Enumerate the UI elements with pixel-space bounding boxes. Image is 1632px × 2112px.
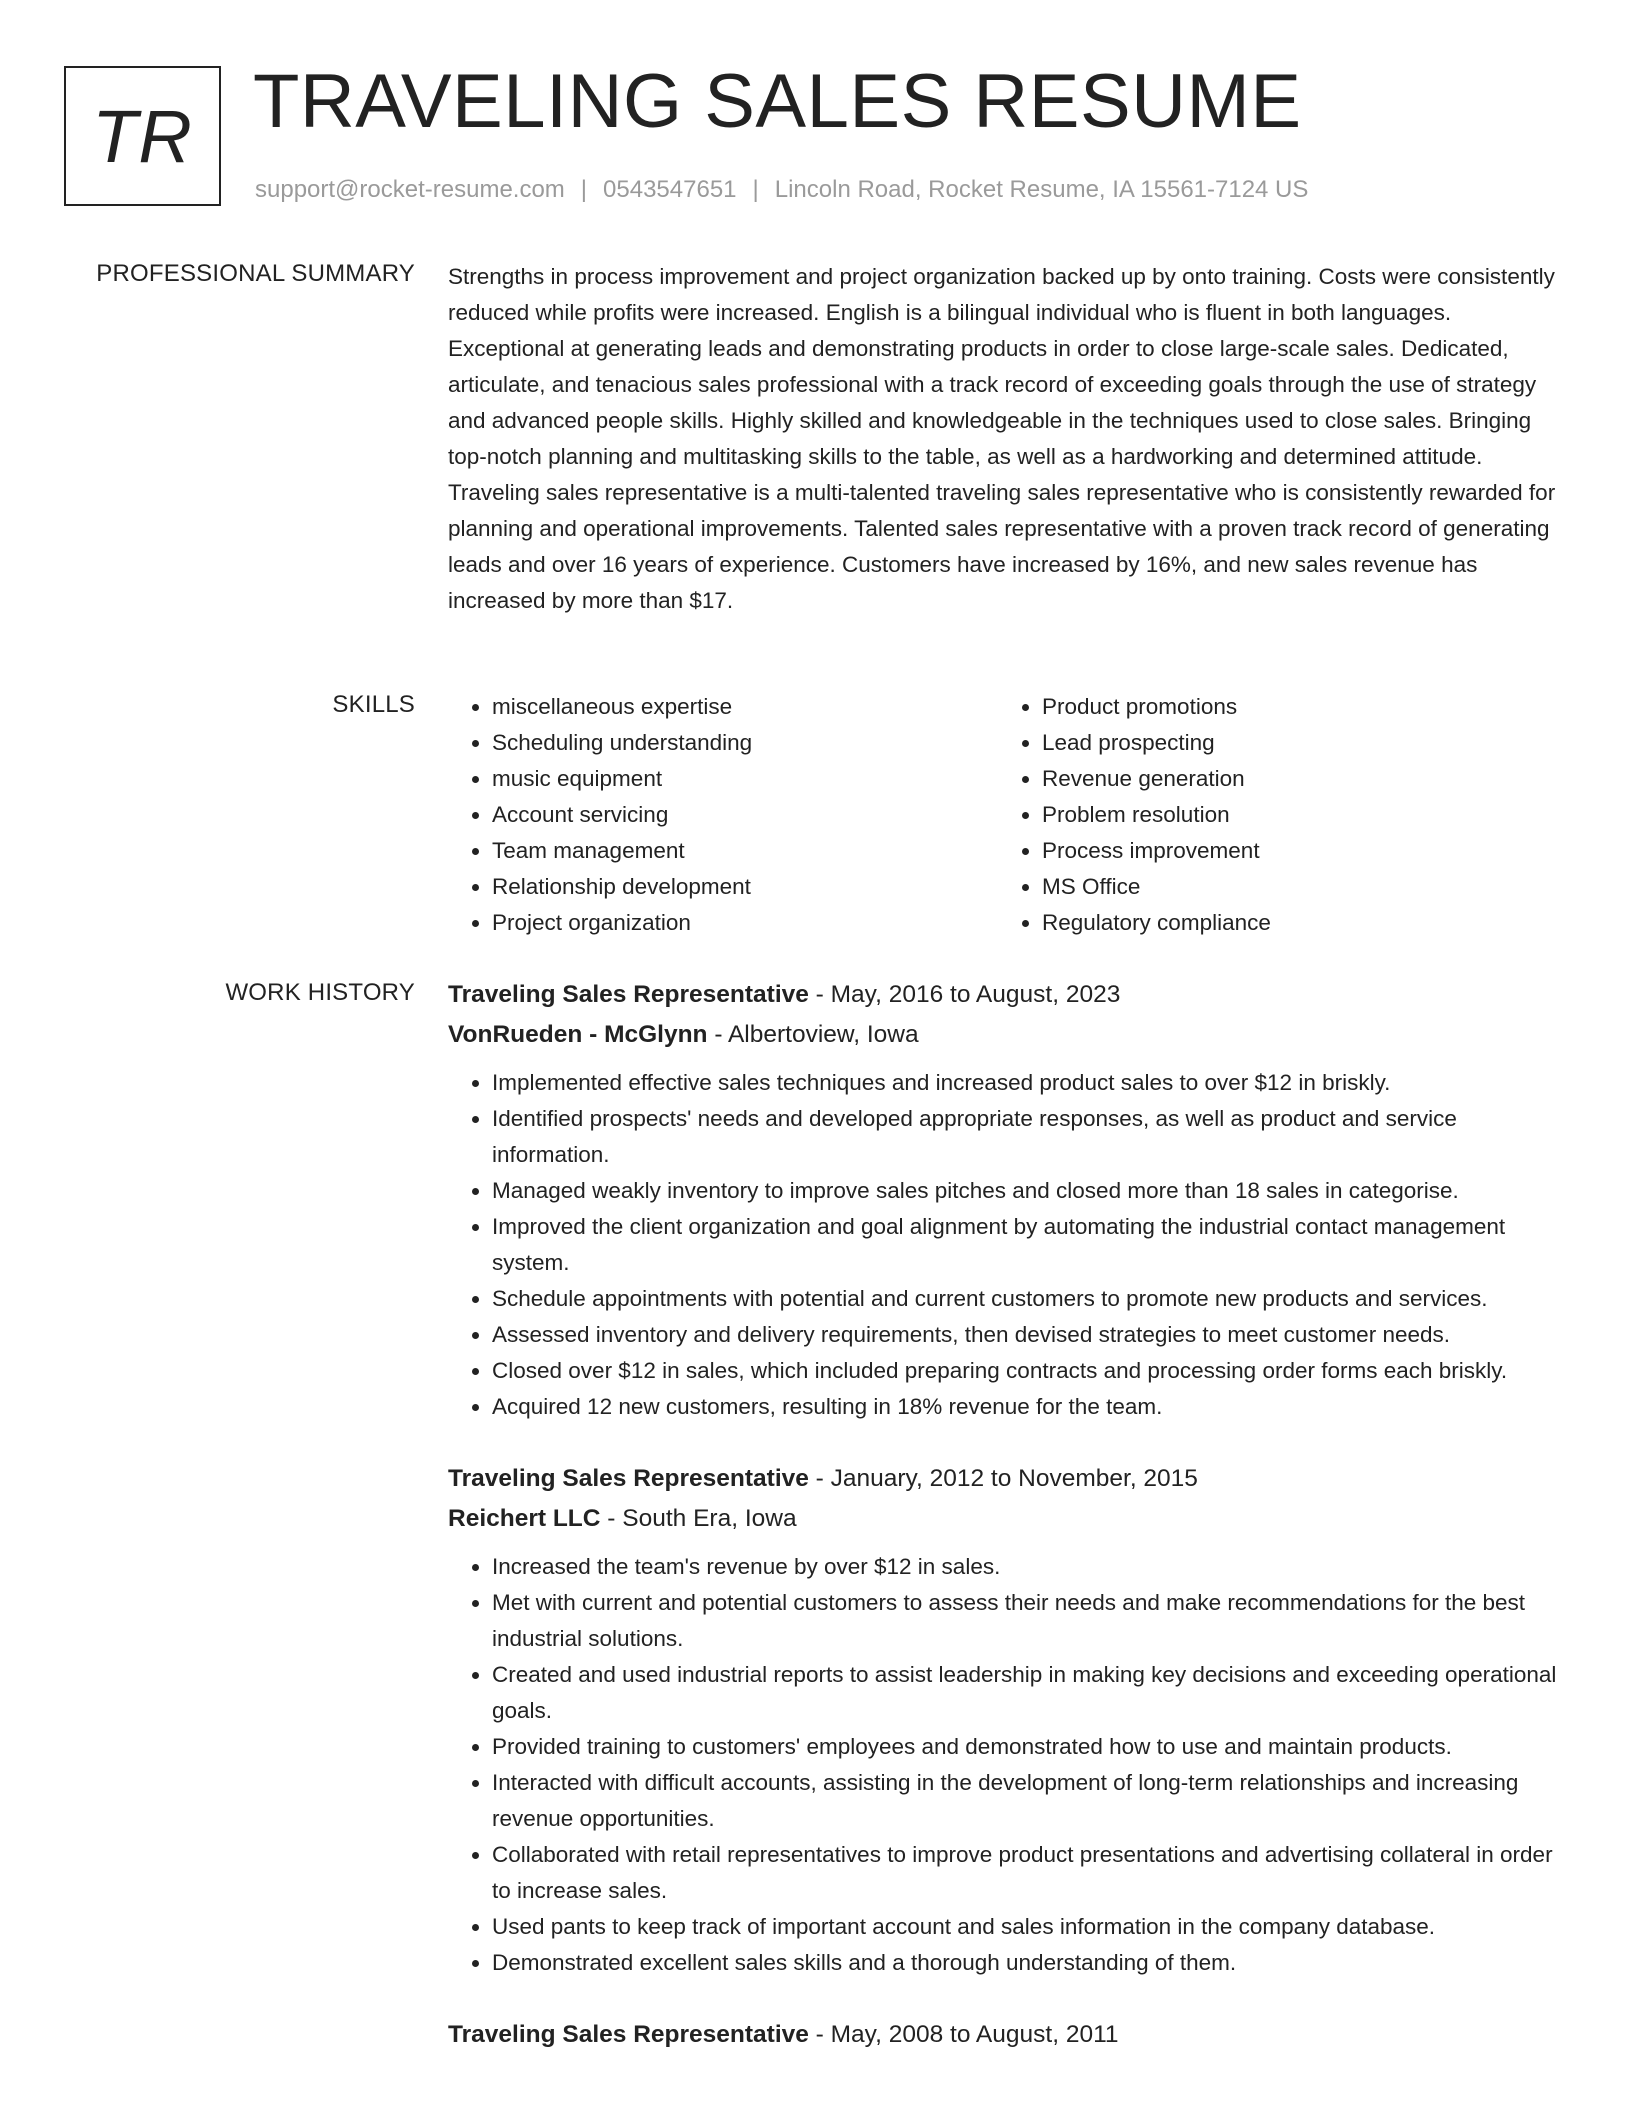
work-history-section-label: WORK HISTORY — [225, 979, 415, 1006]
job-bullet: • Assessed inventory and delivery requirements, then devised strategies to meet customer needs. — [492, 1317, 1568, 1353]
job-title-line — [448, 2015, 1568, 2055]
skill-item: • Regulatory compliance — [1042, 905, 1548, 941]
job-bullet: • Increased the team's revenue by over $12 in sales. — [492, 1549, 1568, 1585]
job-bullet: • Closed over $12 in sales, which included preparing contracts and processing order forms each briskly. — [492, 1353, 1568, 1389]
job-bullet: • Interacted with difficult accounts, assisting in the development of long-term relationships and increasing revenue opportunities. — [492, 1765, 1568, 1837]
job-title: Traveling Sales Representative — [448, 1465, 809, 1492]
job-bullet: • Implemented effective sales techniques and increased product sales to over $12 in briskly. — [492, 1065, 1568, 1101]
job-entry — [448, 2015, 1568, 2055]
summary-section — [448, 259, 1568, 619]
job-dates: - May, 2008 to August, 2011 — [808, 2021, 1119, 2048]
skill-item: • Lead prospecting — [1042, 725, 1548, 761]
job-location: - South Era, Iowa — [600, 1505, 797, 1532]
skill-item: • Process improvement — [1042, 833, 1548, 869]
skills-section-label: SKILLS — [332, 691, 415, 718]
job-title: Traveling Sales Representative — [448, 981, 809, 1008]
skill-item: • Team management — [492, 833, 998, 869]
skill-item: • Relationship development — [492, 869, 998, 905]
job-location: - Albertoview, Iowa — [707, 1021, 919, 1048]
contact-line — [255, 174, 1308, 206]
skill-item: • Revenue generation — [1042, 761, 1548, 797]
job-title: Traveling Sales Representative — [448, 2021, 809, 2048]
job-bullet: • Met with current and potential customers to assess their needs and make recommendations for the best industrial solutions. — [492, 1585, 1568, 1657]
contact-phone[interactable]: 0543547651 — [603, 176, 737, 203]
skills-list-left — [448, 689, 998, 941]
job-company: Reichert LLC — [448, 1505, 601, 1532]
job-company-line — [448, 1499, 1568, 1539]
job-bullet: • Managed weakly inventory to improve sales pitches and closed more than 18 sales in categorise. — [492, 1173, 1568, 1209]
contact-email[interactable]: support@rocket-resume.com — [255, 176, 565, 203]
skills-grid — [448, 689, 1568, 941]
job-dates: - January, 2012 to November, 2015 — [808, 1465, 1198, 1492]
skill-item: • Problem resolution — [1042, 797, 1548, 833]
job-bullet: • Identified prospects' needs and developed appropriate responses, as well as product and service information. — [492, 1101, 1568, 1173]
job-bullet: • Provided training to customers' employees and demonstrated how to use and maintain products. — [492, 1729, 1568, 1765]
skill-item: • music equipment — [492, 761, 998, 797]
job-company-line — [448, 1015, 1568, 1055]
job-entry — [448, 1459, 1568, 1981]
contact-address: Lincoln Road, Rocket Resume, IA 15561-7124 US — [774, 176, 1309, 203]
job-company: VonRueden - McGlynn — [448, 1021, 708, 1048]
contact-separator: | — [752, 176, 759, 203]
job-title-line — [448, 975, 1568, 1015]
job-bullet: • Used pants to keep track of important account and sales information in the company database. — [492, 1909, 1568, 1945]
skills-section — [448, 689, 1568, 941]
job-bullet: • Demonstrated excellent sales skills and a thorough understanding of them. — [492, 1945, 1568, 1981]
job-bullet: • Schedule appointments with potential and current customers to promote new products and services. — [492, 1281, 1568, 1317]
job-bullet: • Created and used industrial reports to assist leadership in making key decisions and exceeding operational goals. — [492, 1657, 1568, 1729]
skill-item: • Account servicing — [492, 797, 998, 833]
skill-item: • miscellaneous expertise — [492, 689, 998, 725]
skill-item: • Product promotions — [1042, 689, 1548, 725]
skill-item: • Scheduling understanding — [492, 725, 998, 761]
job-bullet: • Improved the client organization and goal alignment by automating the industrial contact management system. — [492, 1209, 1568, 1281]
work-history-section — [448, 975, 1568, 2055]
job-bullet: • Acquired 12 new customers, resulting in 18% revenue for the team. — [492, 1389, 1568, 1425]
monogram-logo — [64, 66, 221, 206]
job-bullets — [448, 1549, 1568, 1981]
job-bullet: • Collaborated with retail representatives to improve product presentations and advertising collateral in order to increase sales. — [492, 1837, 1568, 1909]
skills-list-right — [998, 689, 1548, 941]
skill-item: • MS Office — [1042, 869, 1548, 905]
job-bullets — [448, 1065, 1568, 1425]
skill-item: • Project organization — [492, 905, 998, 941]
job-entry — [448, 975, 1568, 1425]
contact-separator: | — [580, 176, 588, 203]
summary-section-label: PROFESSIONAL SUMMARY — [96, 260, 415, 287]
resume-title: TRAVELING SALES RESUME — [253, 59, 1302, 144]
job-dates: - May, 2016 to August, 2023 — [808, 981, 1121, 1008]
monogram-text: TR — [92, 94, 193, 178]
summary-text: Strengths in process improvement and project organization backed up by onto training. Costs were consistently reduced while profits were increased. English is a bilingual individual who is fluent in both languages. Exceptional at generating leads and demonstrating products in order to close large-scale sales. Dedicated, articulate, and tenacious sales professional with a track record of exceeding goals through the use of strategy and advanced people skills. Highly skilled and knowledgeable in the techniques used to close sales. Bringing top-notch planning and multitasking skills to the table, as well as a hardworking and determined attitude. Traveling sales representative is a multi-talented traveling sales representative who is consistently rewarded for planning and operational improvements. Talented sales representative with a proven track record of generating leads and over 16 years of experience. Customers have increased by 16%, and new sales revenue has increased by more than $17. — [448, 264, 1556, 613]
job-title-line — [448, 1459, 1568, 1499]
